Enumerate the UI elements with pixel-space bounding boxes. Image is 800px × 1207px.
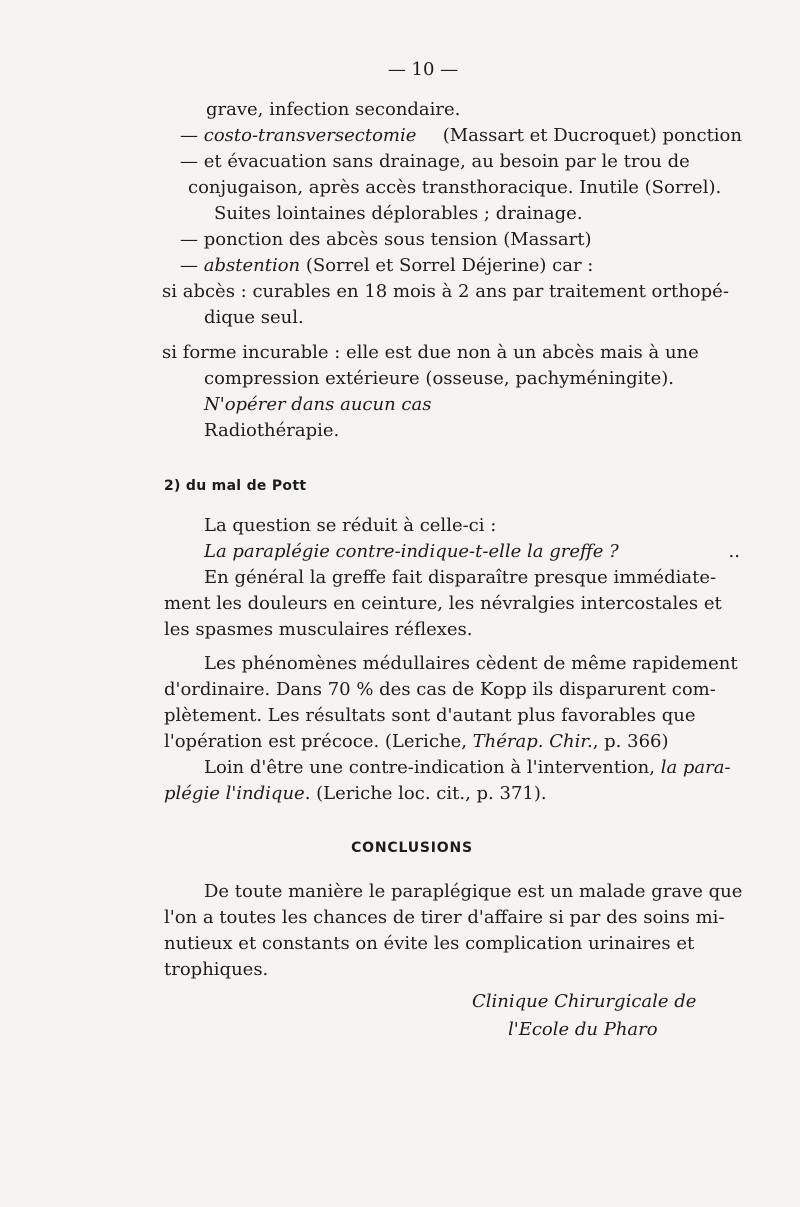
line-7-rest: (Sorrel et Sorrel Déjerine) car :: [300, 255, 594, 276]
signature-line-1: Clinique Chirurgicale de: [472, 991, 697, 1012]
line-8: si abcès : curables en 18 mois à 2 ans par traitement orthopé-: [162, 281, 729, 302]
line-1: grave, infection secondaire.: [206, 99, 461, 120]
pott-line-9c: , p. 366): [592, 731, 669, 752]
conclusion-line-2: l'on a toutes les chances de tirer d'affaire si par des soins mi-: [164, 907, 725, 928]
line-2: [180, 124, 742, 148]
line-6: — ponction des abcès sous tension (Massart): [180, 229, 592, 250]
line-13: Radiothérapie.: [204, 420, 340, 441]
pott-line-6: Les phénomènes médullaires cèdent de même rapidement: [204, 653, 738, 674]
conclusion-line-1: De toute manière le paraplégique est un malade grave que: [204, 881, 743, 902]
pott-line-11b: . (Leriche loc. cit., p. 371).: [304, 783, 547, 804]
conclusion-line-4: trophiques.: [164, 959, 269, 980]
pott-citation: Thérap. Chir.: [472, 731, 593, 752]
pott-line-8: plètement. Les résultats sont d'autant plus favorables que: [164, 705, 696, 726]
pott-line-2: [204, 540, 740, 564]
signature-line-2: l'Ecole du Pharo: [508, 1019, 658, 1040]
pott-line-4: ment les douleurs en ceinture, les névralgies intercostales et: [164, 593, 722, 614]
line-11: compression extérieure (osseuse, pachyméningite).: [204, 368, 675, 389]
pott-line-11-italic: plégie l'indique: [164, 783, 305, 804]
pott-line-5: les spasmes musculaires réflexes.: [164, 619, 473, 640]
pott-line-9: [164, 730, 669, 754]
line-3: — et évacuation sans drainage, au besoin par le trou de: [180, 151, 690, 172]
pott-line-10-italic: la para-: [660, 757, 731, 778]
line-7-dash: —: [180, 255, 204, 276]
pott-line-1: La question se réduit à celle-ci :: [204, 515, 497, 536]
pott-question: La paraplégie contre-indique-t-elle la greffe ?: [204, 541, 619, 562]
pott-line-10: [204, 756, 731, 780]
line-7: [180, 254, 593, 278]
pott-line-3: En général la greffe fait disparaître presque immédiate-: [204, 567, 717, 588]
line-9: dique seul.: [204, 307, 304, 328]
pott-line-9a: l'opération est précoce. (Leriche,: [164, 731, 473, 752]
line-2-rest: (Massart et Ducroquet) ponction: [442, 125, 742, 146]
line-2-dash: —: [180, 125, 204, 146]
conclusion-line-3: nutieux et constants on évite les complication urinaires et: [164, 933, 695, 954]
page-number: — 10 —: [387, 59, 459, 80]
pott-line-11: [164, 782, 547, 806]
section-heading-pott: 2) du mal de Pott: [164, 478, 307, 494]
pott-line-10a: Loin d'être une contre-indication à l'intervention,: [204, 757, 661, 778]
pott-dots: ..: [728, 541, 740, 562]
line-7-italic: abstention: [203, 255, 301, 276]
line-5: Suites lointaines déplorables ; drainage.: [214, 203, 583, 224]
line-10: si forme incurable : elle est due non à un abcès mais à une: [162, 342, 699, 363]
pott-line-7: d'ordinaire. Dans 70 % des cas de Kopp ils disparurent com-: [164, 679, 716, 700]
conclusions-heading: CONCLUSIONS: [351, 840, 473, 856]
line-2-italic: costo-transversectomie: [203, 125, 417, 146]
line-4: conjugaison, après accès transthoracique. Inutile (Sorrel).: [188, 177, 722, 198]
line-12: N'opérer dans aucun cas: [204, 394, 432, 415]
